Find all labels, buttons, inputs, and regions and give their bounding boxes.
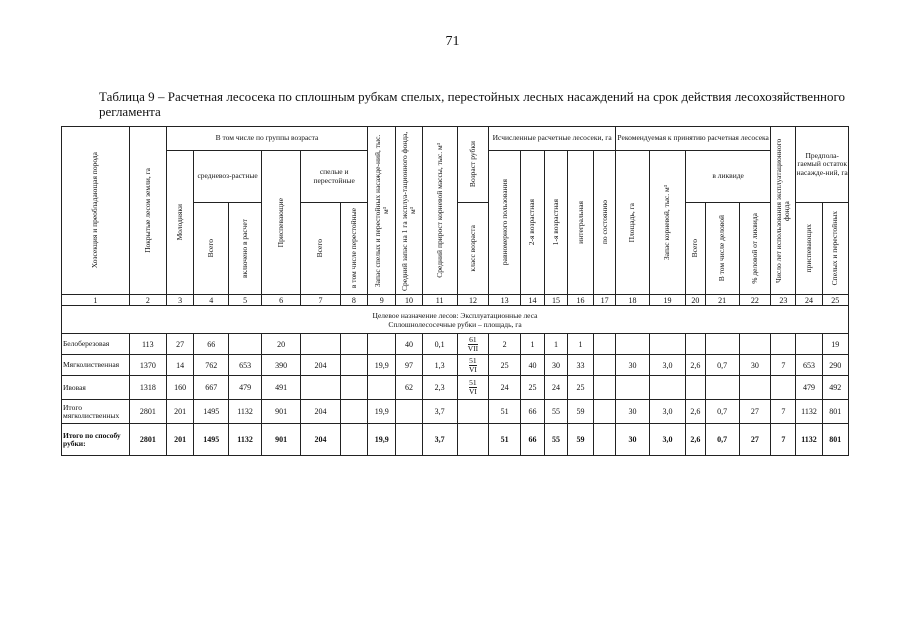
table-cell [739, 376, 771, 400]
table-cell: 290 [822, 355, 848, 376]
table-cell: 901 [261, 400, 300, 424]
header-cell [422, 127, 457, 295]
table-row [62, 376, 849, 400]
table-cell: 2,6 [685, 400, 705, 424]
age-class: VII [467, 343, 479, 353]
table-cell: 2801 [129, 424, 166, 456]
header-text: 2-я возрастная [527, 199, 537, 246]
header-text: Запас корневой, тыс. м³ [662, 184, 672, 261]
table-cell [594, 400, 616, 424]
column-number: 14 [520, 295, 544, 306]
table-cell [616, 334, 650, 355]
table-cell: 204 [301, 400, 340, 424]
header-cell [649, 151, 685, 295]
table-cell: 1,3 [422, 355, 457, 376]
table-cell: 3,0 [649, 424, 685, 456]
table-cell: 113 [129, 334, 166, 355]
header-cell [705, 203, 739, 295]
table-cell: 33 [567, 355, 593, 376]
table-cell: 59 [567, 400, 593, 424]
table-cell: 204 [301, 424, 340, 456]
header-text: Спелых и перестойных [830, 211, 840, 286]
table-cell: 1 [545, 334, 568, 355]
table-cell: 1132 [796, 424, 822, 456]
age-class-cell [457, 355, 489, 376]
table-cell: 2,3 [422, 376, 457, 400]
column-number: 1 [62, 295, 130, 306]
table-cell: 27 [166, 334, 193, 355]
table-cell: 201 [166, 424, 193, 456]
table-cell: 0,7 [705, 400, 739, 424]
table-cell: 801 [822, 400, 848, 424]
header-text: Хозсекция и преобладающая порода [90, 152, 100, 269]
column-number: 6 [261, 295, 300, 306]
table-cell [705, 334, 739, 355]
table-cell: 1132 [229, 400, 262, 424]
header-cell [796, 203, 822, 295]
table-caption: Таблица 9 – Расчетная лесосека по сплошным рубкам спелых, перестойных лесных насаждений на срок действия лесохозяйственного регламента [99, 89, 845, 119]
table-cell: 55 [545, 424, 568, 456]
table-cell: 667 [194, 376, 229, 400]
table-cell [594, 424, 616, 456]
age-class-cell [457, 400, 489, 424]
header-group: в ликвиде [685, 151, 770, 203]
table-cell: 1132 [796, 400, 822, 424]
age-class-cell [457, 376, 489, 400]
table-cell [340, 400, 367, 424]
table-cell: 1 [520, 334, 544, 355]
table-cell: 19,9 [368, 400, 396, 424]
row-label: Белоберезовая [62, 334, 130, 355]
table-cell [705, 376, 739, 400]
purpose-line: Целевое назначение лесов: Эксплуатационные леса [372, 310, 538, 320]
table-cell: 14 [166, 355, 193, 376]
table-cell: 0,7 [705, 424, 739, 456]
table-cell: 7 [771, 400, 796, 424]
column-number: 7 [301, 295, 340, 306]
table-cell [301, 334, 340, 355]
table-cell: 30 [616, 400, 650, 424]
column-number: 20 [685, 295, 705, 306]
table-cell [340, 334, 367, 355]
header-text: Всего [315, 239, 325, 258]
table-cell [396, 424, 422, 456]
header-text: Всего [206, 239, 216, 258]
table-cell: 390 [261, 355, 300, 376]
age-class: VI [468, 364, 477, 374]
table-cell: 479 [229, 376, 262, 400]
header-text: по состоянию [599, 200, 609, 245]
table-cell: 66 [194, 334, 229, 355]
table-cell: 1370 [129, 355, 166, 376]
table-cell: 0,7 [705, 355, 739, 376]
age-class: VI [468, 387, 477, 396]
header-group: Рекомендуемая к принятию расчетная лесосека [616, 127, 771, 151]
purpose-line: Сплошнолесосечные рубки – площадь, га [388, 319, 522, 329]
table-cell: 479 [796, 376, 822, 400]
table-cell [796, 334, 822, 355]
header-text: равномерного пользования [499, 179, 509, 266]
age-class-cell [457, 334, 489, 355]
header-cell [166, 151, 193, 295]
table-cell [739, 334, 771, 355]
header-text: В том числе деловой [717, 215, 727, 282]
table-cell: 1 [567, 334, 593, 355]
table-cell: 19,9 [368, 424, 396, 456]
table-cell: 901 [261, 424, 300, 456]
row-label: Мягколиственная [62, 355, 130, 376]
table-cell: 1318 [129, 376, 166, 400]
header-cell [685, 203, 705, 295]
header-cell [301, 203, 340, 295]
header-cell [457, 203, 489, 295]
header-group: Исчисленные расчетные лесосеки, га [489, 127, 616, 151]
cutting-age: 51 [469, 378, 477, 387]
header-text: включено в расчет [240, 218, 250, 279]
header-text: Площадь, га [627, 202, 637, 243]
column-number: 4 [194, 295, 229, 306]
table-cell: 0,1 [422, 334, 457, 355]
table-cell [594, 355, 616, 376]
table-cell: 19 [822, 334, 848, 355]
table-cell: 2 [489, 334, 521, 355]
column-number: 3 [166, 295, 193, 306]
header-text: Всего [690, 239, 700, 258]
column-number: 10 [396, 295, 422, 306]
table-cell: 62 [396, 376, 422, 400]
table-cell: 24 [545, 376, 568, 400]
header-text: класс возраста [467, 225, 477, 272]
column-number: 18 [616, 295, 650, 306]
column-number: 8 [340, 295, 367, 306]
table-row [62, 400, 849, 424]
header-cell [396, 127, 422, 295]
table-cell: 55 [545, 400, 568, 424]
table-cell: 30 [545, 355, 568, 376]
header-cell [616, 151, 650, 295]
column-number: 5 [229, 295, 262, 306]
column-number: 16 [567, 295, 593, 306]
cutting-age: 61 [469, 334, 477, 344]
table-cell: 19,9 [368, 355, 396, 376]
header-cell [229, 203, 262, 295]
table-cell: 66 [520, 424, 544, 456]
header-cell [771, 127, 796, 295]
header-cell [261, 151, 300, 295]
table-cell [616, 376, 650, 400]
table-cell: 2,6 [685, 424, 705, 456]
table-cell: 25 [489, 355, 521, 376]
table-cell: 3,0 [649, 355, 685, 376]
column-number: 15 [545, 295, 568, 306]
header-text: Приспевающие [276, 197, 286, 248]
table-cell: 25 [567, 376, 593, 400]
table-cell: 20 [261, 334, 300, 355]
table-cell: 653 [796, 355, 822, 376]
header-cell [489, 151, 521, 295]
column-number: 24 [796, 295, 822, 306]
header-cell [62, 127, 130, 295]
header-text: Средний запас на 1 га эксплуа-тационного фонда, м³ [400, 130, 418, 291]
table-cell: 24 [489, 376, 521, 400]
header-cell [194, 203, 229, 295]
header-group: Предпола-гаемый остаток насажде-ний, га [796, 127, 849, 203]
table-row [62, 355, 849, 376]
column-number: 17 [594, 295, 616, 306]
table-cell: 491 [261, 376, 300, 400]
table-cell [649, 334, 685, 355]
row-label: Ивовая [62, 376, 130, 400]
header-cell [594, 151, 616, 295]
table-cell [301, 376, 340, 400]
table-cell [396, 400, 422, 424]
table-cell: 3,0 [649, 400, 685, 424]
header-text: Возраст рубки [467, 141, 477, 188]
header-text: 1-я возрастная [550, 199, 560, 246]
column-number: 19 [649, 295, 685, 306]
column-number: 22 [739, 295, 771, 306]
table-cell: 27 [739, 400, 771, 424]
column-number: 13 [489, 295, 521, 306]
age-class-fraction [469, 357, 477, 374]
table-cell [340, 376, 367, 400]
header-cell [545, 151, 568, 295]
header-group: средневоз-растные [194, 151, 262, 203]
table-cell: 7 [771, 355, 796, 376]
header-text: Молодняки [175, 204, 185, 241]
header-cell [739, 203, 771, 295]
cutting-age: 51 [469, 355, 477, 365]
column-number: 23 [771, 295, 796, 306]
allowable-cut-table [61, 126, 849, 456]
table-cell: 762 [194, 355, 229, 376]
table-cell [771, 376, 796, 400]
age-class-cell [457, 424, 489, 456]
table-cell: 97 [396, 355, 422, 376]
header-cell [567, 151, 593, 295]
table-cell: 2801 [129, 400, 166, 424]
header-text: приспевающих [804, 224, 813, 273]
header-cell [457, 127, 489, 203]
row-label: Итого мягколиственных [62, 400, 130, 424]
table-cell [368, 376, 396, 400]
table-cell: 1132 [229, 424, 262, 456]
page-number: 71 [445, 34, 460, 49]
table-cell: 51 [489, 400, 521, 424]
table-cell: 492 [822, 376, 848, 400]
table-cell [685, 334, 705, 355]
column-number-row [62, 295, 849, 306]
header-group: В том числе по группы возраста [166, 127, 367, 151]
table-cell [685, 376, 705, 400]
header-text: % деловой от ликвида [749, 213, 759, 284]
column-number: 9 [368, 295, 396, 306]
table-cell [594, 334, 616, 355]
header-text: Покрытые лесом земли, га [142, 168, 152, 253]
table-cell: 7 [771, 424, 796, 456]
table-cell: 40 [396, 334, 422, 355]
table-cell [340, 355, 367, 376]
table-cell: 27 [739, 424, 771, 456]
table-cell [771, 334, 796, 355]
table-cell: 201 [166, 400, 193, 424]
header-cell [822, 203, 848, 295]
header-cell [340, 203, 367, 295]
table-cell: 653 [229, 355, 262, 376]
table-cell: 66 [520, 400, 544, 424]
table-cell: 160 [166, 376, 193, 400]
table-cell: 2,6 [685, 355, 705, 376]
age-class-fraction [468, 336, 478, 353]
header-cell [368, 127, 396, 295]
table-cell: 30 [616, 424, 650, 456]
header-text: интегральная [575, 201, 585, 244]
purpose-cell [62, 306, 849, 334]
table-cell: 1495 [194, 424, 229, 456]
header-text: в том числе перестойные [348, 208, 358, 289]
column-number: 21 [705, 295, 739, 306]
header-group: спелые и перестойные [301, 151, 368, 203]
table-cell: 25 [520, 376, 544, 400]
table-cell: 40 [520, 355, 544, 376]
header-cell [520, 151, 544, 295]
table-cell [594, 376, 616, 400]
table-cell [368, 334, 396, 355]
table-cell: 3,7 [422, 400, 457, 424]
column-number: 12 [457, 295, 489, 306]
table-cell: 204 [301, 355, 340, 376]
row-label: Итого по способу рубки: [62, 424, 130, 456]
table-cell: 59 [567, 424, 593, 456]
header-cell [129, 127, 166, 295]
table-cell: 3,7 [422, 424, 457, 456]
table-cell [340, 424, 367, 456]
age-class-fraction [469, 379, 477, 396]
table-row [62, 424, 849, 456]
table-cell: 1495 [194, 400, 229, 424]
header-text: Число лет использования эксплуатационного фонда [774, 138, 792, 283]
table-cell: 30 [616, 355, 650, 376]
table-row [62, 334, 849, 355]
table-cell: 801 [822, 424, 848, 456]
table-cell: 30 [739, 355, 771, 376]
column-number: 25 [822, 295, 848, 306]
table-cell [649, 376, 685, 400]
header-text: Запас спелых и перестойных насажде-ний, тыс. м³ [372, 134, 390, 287]
column-number: 11 [422, 295, 457, 306]
table-cell [229, 334, 262, 355]
column-number: 2 [129, 295, 166, 306]
header-text: Средний прирост корневой массы, тыс. м³ [434, 143, 444, 278]
table-cell: 51 [489, 424, 521, 456]
